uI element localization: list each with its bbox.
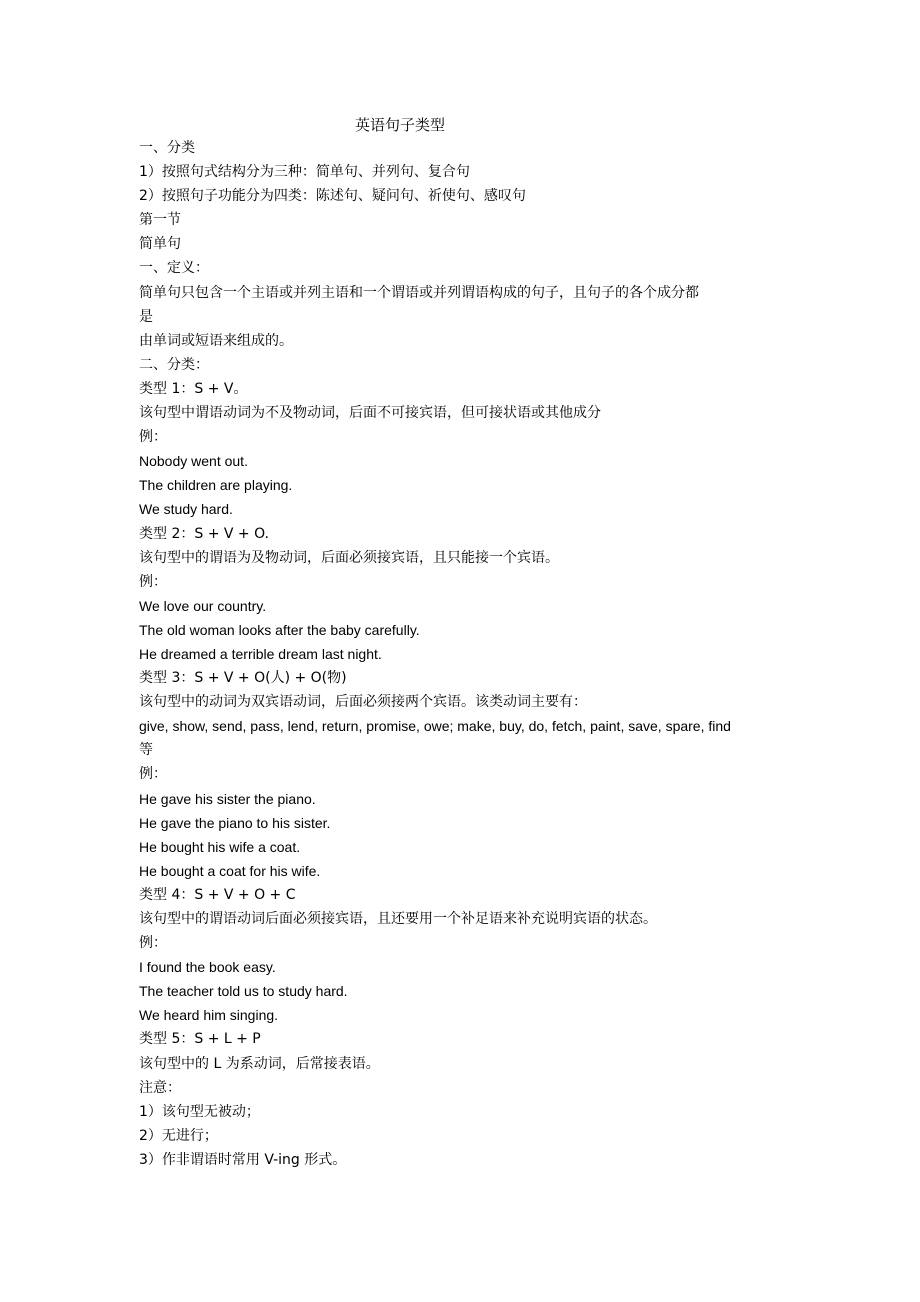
text-line: He bought his wife a coat. bbox=[139, 838, 301, 855]
document-title: 英语句子类型 bbox=[354, 116, 445, 134]
text-line: 类型 4：S + V + O + C bbox=[139, 886, 296, 903]
text-line: 类型 1：S + V。 bbox=[139, 380, 248, 397]
text-line: 该句型中的谓语为及物动词，后面必须接宾语，且只能接一个宾语。 bbox=[139, 549, 559, 566]
text-line: 例： bbox=[139, 935, 167, 952]
text-line: 等 bbox=[139, 742, 153, 759]
text-line: 是 bbox=[139, 308, 153, 325]
text-line: The old woman looks after the baby carefully. bbox=[139, 621, 420, 638]
text-line: We love our country. bbox=[139, 597, 267, 614]
document-body bbox=[139, 136, 789, 1172]
text-line: 该句型中的 L 为系动词，后常接表语。 bbox=[139, 1055, 380, 1072]
text-line: 该句型中谓语动词为不及物动词，后面不可接宾语，但可接状语或其他成分 bbox=[139, 405, 601, 422]
text-line: He gave the piano to his sister. bbox=[139, 814, 331, 831]
text-line: 该句型中的谓语动词后面必须接宾语，且还要用一个补足语来补充说明宾语的状态。 bbox=[139, 911, 657, 927]
text-line: 1）该句型无被动； bbox=[139, 1103, 260, 1120]
text-line: 例： bbox=[139, 766, 167, 783]
text-line: 简单句 bbox=[139, 236, 181, 253]
text-line: He dreamed a terrible dream last night. bbox=[139, 645, 382, 662]
text-line: He bought a coat for his wife. bbox=[139, 862, 321, 879]
text-line: 简单句只包含一个主语或并列主语和一个谓语或并列谓语构成的句子，且句子的各个成分都 bbox=[139, 284, 699, 301]
text-line: 2）无进行； bbox=[139, 1127, 218, 1144]
text-line: Nobody went out. bbox=[139, 453, 248, 470]
text-line: 类型 3：S + V + O(人) + O(物) bbox=[139, 670, 347, 687]
text-line: 一、定义： bbox=[139, 260, 209, 277]
text-line: 类型 5：S + L + P bbox=[139, 1031, 261, 1048]
text-line: 3）作非谓语时常用 V-ing 形式。 bbox=[139, 1151, 347, 1168]
text-line: 二、分类： bbox=[139, 356, 209, 373]
text-line: The teacher told us to study hard. bbox=[139, 983, 348, 1000]
text-line: 第一节 bbox=[139, 212, 181, 229]
text-line: 由单词或短语来组成的。 bbox=[139, 332, 293, 349]
text-line: I found the book easy. bbox=[139, 959, 276, 976]
text-line: The children are playing. bbox=[139, 477, 293, 494]
text-line: 一、分类 bbox=[139, 140, 195, 156]
text-line: 该句型中的动词为双宾语动词，后面必须接两个宾语。该类动词主要有： bbox=[139, 694, 587, 711]
text-line: 2）按照句子功能分为四类：陈述句、疑问句、祈使句、感叹句 bbox=[139, 188, 526, 205]
text-line: 例： bbox=[139, 573, 167, 590]
text-line: We heard him singing. bbox=[139, 1007, 279, 1024]
text-line: We study hard. bbox=[139, 501, 233, 518]
text-line: 1）按照句式结构分为三种：简单句、并列句、复合句 bbox=[139, 164, 470, 181]
text-line: 例： bbox=[139, 429, 167, 446]
text-line: 类型 2：S + V + O. bbox=[139, 525, 269, 542]
text-line: He gave his sister the piano. bbox=[139, 790, 316, 807]
text-line: give, show, send, pass, lend, return, promise, owe; make, buy, do, fetch, paint, save, spare, find bbox=[139, 718, 731, 735]
text-line: 注意： bbox=[139, 1079, 181, 1096]
